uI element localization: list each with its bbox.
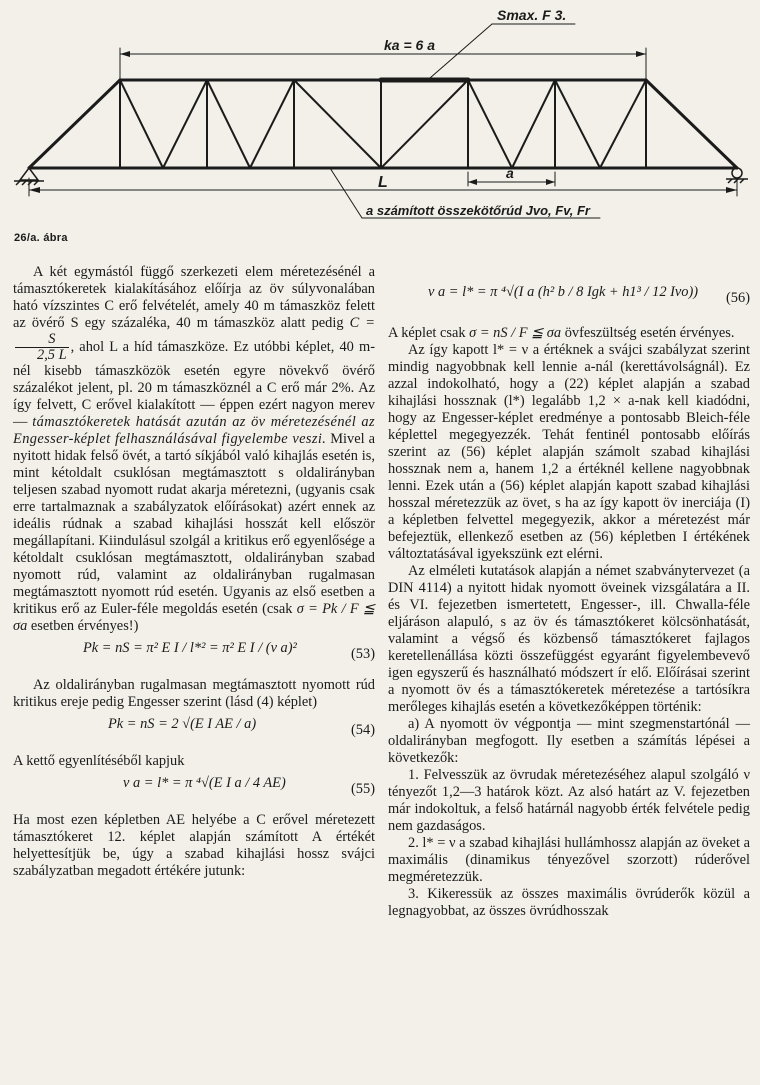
equation-55: ν a = l* = π ⁴√(E I a / 4 AE) (55) xyxy=(123,775,375,797)
equation-54: Pk = nS = 2 √(E I AE / a) (54) xyxy=(108,716,375,738)
equation-53: Pk = nS = π² E I / l*² = π² E I / (ν a)² (53) xyxy=(83,640,375,662)
paragraph-3: A kettő egyenlítéséből kapjuk xyxy=(13,753,185,769)
smax-label: Smax. F 3. xyxy=(497,7,567,23)
left-column xyxy=(13,264,375,880)
figure-caption: 26/a. ábra xyxy=(14,232,68,244)
paragraph-9: 1. Felvesszük az övrudak méretezéséhez alapul szolgáló ν tényezőt 1,2—3 határok közt. Az alsó határt az V. fejezetben már indokoltuk, a felső határnál nagyobb érték felvétele pedig nem gazdaságos. xyxy=(388,767,750,834)
ka-label: ka = 6 a xyxy=(384,37,435,53)
paragraph-7: Az elméleti kutatások alapján a német szabványtervezet (a DIN 4114) a nyitott hidak nyomott öveinek vizsgálatára a II. és VI. fejezetben ismertetett, Engesser-, ill. Chwalla-féle eljáráson alapuló, s az öv és támasztókeret kölcsönhatását, valamint a végső és közbenső támasztókeret fajlagos keretellenállása közti összefüggést egyaránt figyelembevevő igen egyszerű és használható módszert ír elő. Előírásai szerint a nyomott öv és a támasztókeretek méretezése a tartósíkra merőleges kihajlás esetén a következőképpen történik: xyxy=(388,563,750,715)
paragraph-8: a) A nyomott öv végpontja — mint szegmenstartónál — oldalirányban megfogott. Ily esetben a számítás lépései a következők: xyxy=(388,716,750,766)
right-column xyxy=(388,264,750,920)
paragraph-10: 2. l* = ν a szabad kihajlási hullámhossz alapján az öveket a maximális (dinamikus tényezővel szorzott) rúderővel megméretezzük. xyxy=(388,835,750,885)
paragraph-11: 3. Kikeressük az összes maximális övrúderők közül a legnagyobbat, az összes övrúdhosszak xyxy=(388,886,750,919)
paragraph-5: A képlet csak σ = nS / F ≦ σa övfeszültség esetén érvényes. xyxy=(388,325,735,341)
truss-diagram xyxy=(0,0,760,235)
paragraph-4: Ha most ezen képletben AE helyébe a C erővel méretezett támasztókeret 12. képlet alapján számított A értékét helyettesítjük be, úgy a szabad kihajlási hossz svájci szabályzatban megadott értékére jutunk: xyxy=(13,812,375,879)
span-label: L xyxy=(378,174,388,191)
paragraph-2: Az oldalirányban rugalmasan megtámasztott nyomott rúd kritikus ereje pedig Engesser szerint (lásd (4) képlet) xyxy=(13,677,375,710)
panel-label: a xyxy=(506,165,514,181)
fraction-s-over-2-5l: $\frac{S}{2,5 L}$ xyxy=(15,332,69,363)
rod-label: a számított összekötőrúd Jvo, Fv, Fr xyxy=(366,203,590,218)
truss-figure xyxy=(0,0,760,235)
paragraph-1: A két egymástól függő szerkezeti elem méretezésénél a támasztókeretek kialakításához előírja az öv súlyvonalában ható vízszintes C erő felvételét, amely 40 m támaszköz felett az övérő S egy százaléka, 40 m támaszköz alatt pedig C = $\frac{S}{2,5 L}$ , ahol L a híd támaszköze. Ez utóbbi képlet, 40 m-nél kisebb támaszközök esetén egyre növekvő övérő százalékot jelent, pl. 20 m támaszköznél a C erő már 2%. Az így felvett, C erővel kialakított — éppen ezért nagyon merev — támasztókeretek hatását azután az öv méretezésénél az Engesser-képlet felhasználásával figyelembe veszi. Mivel a nyitott hidak felső övét, a tartó síkjából való kihajlás esetén is, mint kétoldalt csuklósan megtámasztott s oldalirányban teljesen szabad nyomott rudat akarja méretezni, (ugyanis csak erre tartalmaznak a szabályzatok előírásokat) azért ennek az ideális rúdnak a szabad kihajlási hosszát kell először megállapítani. Kiindulásul szolgál a kritikus erő egyenlősége a kétoldalt csuklósan megtámasztott, oldalirányban szabad nyomott rúd, valamint az oldalirányban rugalmasan megtámasztott nyomott rúd esetén. Ugyanis az első esetben a kritikus erő az Euler-féle megoldás esetén (csak σ = Pk / F ≦ σa esetben érvényes!) xyxy=(13,264,375,634)
equation-56: ν a = l* = π ⁴√(I a (h² b / 8 Igk + h1³ / 12 Ivo)) (56) xyxy=(428,284,750,306)
paragraph-6: Az így kapott l* = ν a értéknek a svájci szabályzat szerint mindig nagyobbnak kell lennie a-nál (kerettávolságnál). Ez azzal indokolható, hogy a (22) képlet alapján a szabad kihajlási hossznak (l*) legalább 1,2 × a-nak kell kiadódni, hogy az Engesser-képlet eredménye a pontosabb Bleich-féle képlettel megegyezzék. Tehát fentinél pontosabb előírás szerint az (56) képlet alapján számolt szabad kihajlási hossznak nem a, hanem 1,2 a értéknél kellene nagyobbnak lenni. Ezek után a (56) képlet alapján kapott szabad kihajlási hosszal méretezzük az övet, s ha az így kapott öv inerciája (I) a képletben felvettel megegyezik, akkor a méretezést már befejeztük, ellenkező esetben az (56) képletben I értékének változtatásával igyekszünk ezt elérni. xyxy=(388,342,750,562)
